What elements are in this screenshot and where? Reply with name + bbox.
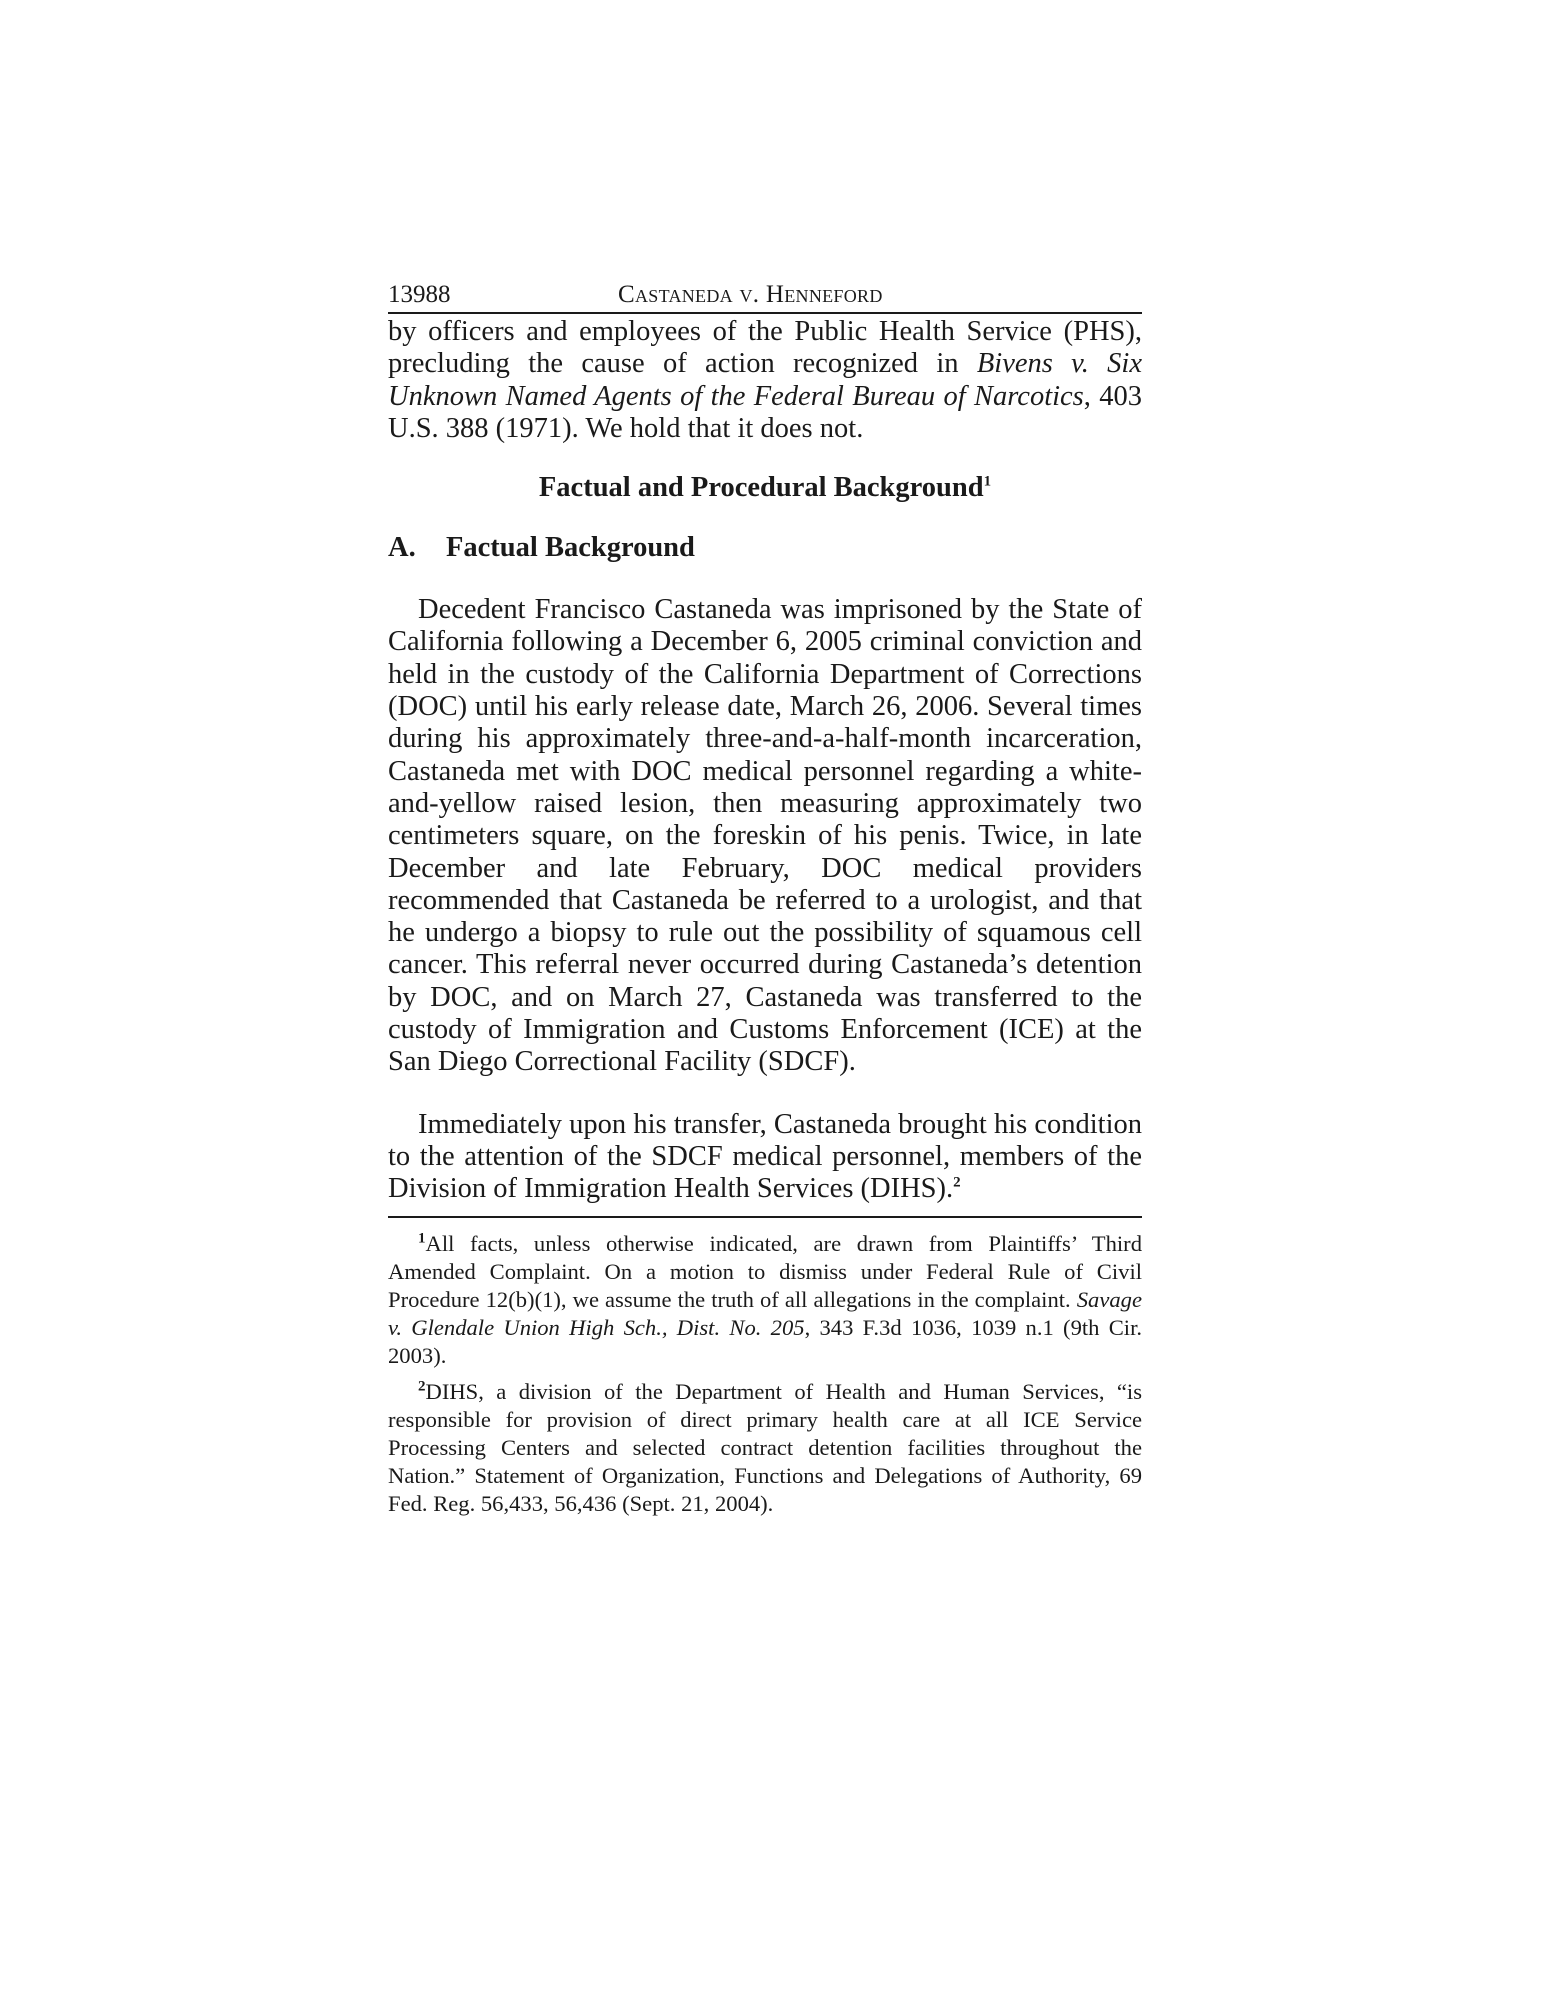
document-page: [388, 278, 1142, 1518]
page-number: 13988: [388, 281, 451, 308]
subsection-letter: A.: [388, 532, 416, 564]
intro-paragraph: [388, 316, 1142, 445]
footnote-2: [388, 1378, 1142, 1518]
section-title: Factual and Procedural Background: [538, 472, 984, 504]
body-paragraph-1: Decedent Francisco Castaneda was imprisoned by the State of California following a December 6, 2005 criminal conviction and held in the custody of the California Department of Corrections (DOC) until his early release date, March 26, 2006. Several times during his approximately three-and-a-half-month incarceration, Castaneda met with DOC medical personnel regarding a white-and-yellow raised lesion, then measuring approximately two centimeters square, on the foreskin of his penis. Twice, in late December and late February, DOC medical providers recommended that Castaneda be referred to a urologist, and that he undergo a biopsy to rule out the possibility of squamous cell cancer. This referral never occurred during Castaneda’s detention by DOC, and on March 27, Castaneda was transferred to the custody of Immigration and Customs Enforcement (ICE) at the San Diego Correctional Facility (SDCF).: [388, 594, 1142, 1078]
running-header: [388, 278, 1142, 314]
section-heading: [388, 472, 1142, 504]
intro-text-b: , 403 U.S. 388 (1971). We hold that it does not.: [388, 380, 1142, 444]
bivens-citation: Bivens v. Six Unknown Named Agents of the Federal Bureau of Narcotics: [388, 348, 1142, 412]
footnote-ref-1[interactable]: 1: [983, 473, 992, 490]
footnote-1: [388, 1230, 1142, 1370]
body-paragraph-2-text: Immediately upon his transfer, Castaneda brought his condition to the attention of the SDCF medical personnel, members of the Division of Immigration Health Services (DIHS).: [388, 1108, 1142, 1205]
footnote-1-text-b: , 343 F.3d 1036, 1039 n.1 (9th Cir. 2003).: [388, 1314, 1142, 1368]
footnote-1-mark: 1: [418, 1230, 426, 1246]
footnote-ref-2[interactable]: 2: [953, 1174, 961, 1191]
footnote-1-text-a: All facts, unless otherwise indicated, are drawn from Plaintiffs’ Third Amended Complaint. On a motion to dismiss under Federal Rule of Civil Procedure 12(b)(1), we assume the truth of all allegations in the complaint.: [388, 1230, 1142, 1312]
footnote-divider: [388, 1216, 1142, 1218]
case-title: Castaneda v. Henneford: [618, 281, 883, 308]
intro-text-a: by officers and employees of the Public Health Service (PHS), precluding the cause of action recognized in: [388, 316, 1142, 380]
subsection-heading: [388, 532, 1142, 564]
footnote-2-mark: 2: [418, 1378, 426, 1394]
subsection-title: Factual Background: [446, 532, 695, 564]
savage-citation: Savage v. Glendale Union High Sch., Dist. No. 205: [388, 1286, 1142, 1340]
body-paragraph-2: [388, 1109, 1142, 1206]
footnote-2-text: DIHS, a division of the Department of Health and Human Services, “is responsible for provision of direct primary health care at all ICE Service Processing Centers and selected contract detention facilities throughout the Nation.” Statement of Organization, Functions and Delegations of Authority, 69 Fed. Reg. 56,433, 56,436 (Sept. 21, 2004).: [388, 1378, 1142, 1516]
